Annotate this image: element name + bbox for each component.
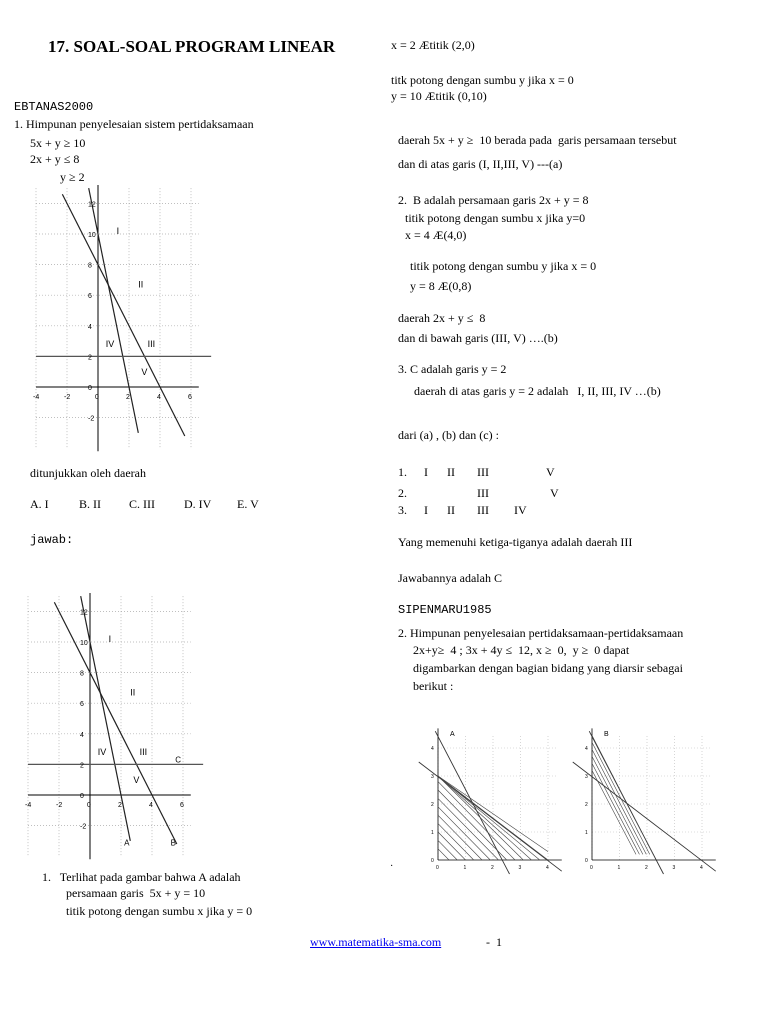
inequality-3: y ≥ 2 — [60, 170, 85, 184]
right-line-15: dari (a) , (b) dan (c) : — [398, 428, 499, 442]
region-label: I — [116, 226, 120, 236]
question-1-text: 1. Himpunan penyelesaian sistem pertidaksamaan — [14, 117, 254, 131]
list-item-3-b: II — [447, 503, 455, 517]
hatch-line — [438, 776, 532, 860]
right-line-6: 2. B adalah persamaan garis 2x + y = 8 — [398, 193, 589, 207]
x-tick-label: 3 — [518, 865, 522, 871]
region-label: II — [138, 279, 144, 290]
x-tick-label: 2 — [126, 394, 130, 401]
x-tick-label: 4 — [700, 865, 703, 871]
right-line-3: y = 10 Ætitik (0,10) — [391, 89, 487, 103]
question-2-line-2: 2x+y≥ 4 ; 3x + 4y ≤ 12, x ≥ 0, y ≥ 0 dapat — [413, 643, 630, 657]
x-tick-label: 1 — [463, 865, 467, 871]
x-tick-label: 2 — [491, 865, 494, 871]
x-tick-label: 0 — [436, 865, 439, 871]
question-2-line-1: 2. Himpunan penyelesaian pertidaksamaan-pertidaksamaan — [398, 626, 684, 640]
y-tick-label: 0 — [80, 793, 84, 800]
x-tick-label: 0 — [95, 394, 99, 401]
y-tick-label: -2 — [80, 823, 87, 831]
right-line-13: 3. C adalah garis y = 2 — [398, 362, 507, 376]
hatch-line — [592, 763, 639, 854]
x-tick-label: -2 — [64, 394, 71, 401]
stray-dot: · — [390, 861, 394, 872]
y-tick-label: 4 — [431, 746, 434, 752]
x-tick-label: 3 — [672, 865, 676, 871]
x-tick-label: 2 — [645, 865, 648, 871]
inequality-2: 2x + y ≤ 8 — [30, 152, 80, 166]
source-label-2: SIPENMARU1985 — [398, 603, 492, 617]
hatch-line — [438, 798, 499, 860]
region-label: IV — [97, 747, 107, 758]
right-line-7: titik potong dengan sumbu x jika y=0 — [405, 211, 586, 225]
option-b-graph — [570, 726, 715, 876]
option-a: A. I — [30, 497, 49, 511]
x-tick-label: -4 — [33, 394, 40, 401]
list-item-1-c: III — [477, 465, 489, 479]
region-label: III — [139, 747, 148, 758]
x-tick-label: 6 — [180, 802, 184, 809]
y-tick-label: 3 — [585, 774, 588, 780]
inequality-1: 5x + y ≥ 10 — [30, 136, 86, 150]
solution-1-line-3: titik potong dengan sumbu x jika y = 0 — [66, 904, 253, 918]
option-d: D. IV — [184, 497, 212, 511]
graph-option-label: B — [604, 731, 609, 738]
source-label: EBTANAS2000 — [14, 100, 94, 114]
x-tick-label: 6 — [188, 394, 192, 401]
list-item-1-b: II — [447, 465, 455, 479]
graph-option-label: A — [450, 731, 455, 738]
y-tick-label: 0 — [88, 385, 92, 392]
region-label: III — [147, 339, 156, 350]
right-line-9: titik potong dengan sumbu y jika x = 0 — [410, 259, 597, 273]
x-tick-label: 4 — [157, 394, 161, 401]
region-label: IV — [105, 339, 115, 350]
y-tick-label: 0 — [431, 858, 434, 864]
line-label-c: C — [175, 755, 182, 765]
x-tick-label: 0 — [590, 865, 593, 871]
hatch-line — [592, 735, 653, 854]
list-item-1-d: V — [546, 465, 555, 479]
x-tick-label: 1 — [617, 865, 621, 871]
question-2-line-4: berikut : — [413, 679, 454, 693]
option-a-graph — [418, 726, 568, 876]
y-tick-label: 6 — [88, 293, 92, 301]
page-number: - 1 — [486, 935, 502, 949]
x-tick-label: -4 — [25, 802, 32, 809]
x-tick-label: 4 — [546, 865, 549, 871]
list-item-2-c: III — [477, 486, 489, 500]
list-item-1-a: I — [424, 465, 428, 479]
option-c: C. III — [129, 497, 155, 511]
x-tick-label: 0 — [87, 802, 91, 809]
right-line-11: daerah 2x + y ≤ 8 — [398, 311, 486, 325]
right-line-4: daerah 5x + y ≥ 10 berada pada garis persamaan tersebut — [398, 133, 677, 147]
hatch-line — [592, 756, 643, 854]
list-item-2-d: V — [550, 486, 559, 500]
y-tick-label: 10 — [88, 232, 96, 239]
y-tick-label: 2 — [80, 762, 84, 770]
y-tick-label: 2 — [88, 354, 92, 362]
region-label: I — [108, 634, 112, 644]
y-tick-label: 12 — [80, 609, 88, 617]
list-item-2-num: 2. — [398, 486, 407, 500]
list-item-3-a: I — [424, 503, 428, 517]
y-tick-label: 4 — [80, 731, 84, 739]
region-label: V — [141, 366, 148, 377]
right-line-12: dan di bawah garis (III, V) ….(b) — [398, 331, 558, 345]
y-tick-label: 12 — [88, 201, 96, 209]
x-tick-label: 2 — [118, 802, 122, 809]
region-label: II — [130, 687, 136, 698]
line-3x-4y-12 — [573, 762, 716, 871]
right-line-10: y = 8 Æ(0,8) — [410, 279, 472, 293]
hatch-line — [592, 742, 650, 854]
line-b — [54, 602, 176, 844]
y-tick-label: 8 — [88, 262, 92, 270]
shown-by-text: ditunjukkan oleh daerah — [30, 466, 146, 480]
y-tick-label: 4 — [585, 746, 588, 752]
y-tick-label: 2 — [431, 802, 434, 808]
hatch-line — [438, 840, 457, 860]
x-tick-label: 4 — [149, 802, 153, 809]
list-item-1-num: 1. — [398, 465, 407, 479]
list-item-3-d: IV — [514, 503, 527, 517]
y-tick-label: 1 — [431, 830, 434, 836]
y-tick-label: 0 — [585, 858, 588, 864]
right-line-1: x = 2 Ætitik (2,0) — [391, 38, 475, 52]
option-e: E. V — [237, 497, 259, 511]
y-tick-label: 6 — [80, 701, 84, 709]
answer-text: Jawabannya adalah C — [398, 571, 502, 585]
y-tick-label: 8 — [80, 670, 84, 678]
hatch-line — [438, 790, 507, 860]
y-tick-label: 10 — [80, 640, 88, 647]
right-line-14: daerah di atas garis y = 2 adalah I, II, III, IV …(b) — [414, 384, 661, 398]
hatch-line — [592, 749, 646, 854]
y-tick-label: 1 — [585, 830, 588, 836]
question-1-graph — [30, 185, 220, 455]
question-2-line-3: digambarkan dengan bagian bidang yang diarsir sebagai — [413, 661, 683, 675]
conclusion-text: Yang memenuhi ketiga-tiganya adalah daerah III — [398, 535, 633, 549]
y-tick-label: 3 — [431, 774, 434, 780]
list-item-3-num: 3. — [398, 503, 407, 517]
answer-graph — [25, 562, 218, 852]
line-label-a: A — [124, 838, 130, 848]
hatch-line — [438, 849, 449, 860]
y-tick-label: -2 — [88, 415, 95, 423]
hatch-line — [592, 770, 636, 854]
list-item-3-c: III — [477, 503, 489, 517]
right-line-8: x = 4 Æ(4,0) — [405, 228, 467, 242]
y-tick-label: 4 — [88, 323, 92, 331]
solution-1-line-2: persamaan garis 5x + y = 10 — [66, 886, 206, 900]
line-b — [62, 194, 184, 436]
right-line-5: dan di atas garis (I, II,III, V) ---(a) — [398, 157, 563, 171]
x-tick-label: -2 — [56, 802, 63, 809]
y-tick-label: 2 — [585, 802, 588, 808]
hatch-line — [438, 832, 466, 860]
hatch-line — [438, 815, 482, 860]
page-title: 17. SOAL-SOAL PROGRAM LINEAR — [48, 37, 336, 56]
answer-label: jawab: — [30, 533, 74, 547]
line-label-b: B — [170, 838, 176, 848]
solution-1-line-1: 1. Terlihat pada gambar bahwa A adalah — [42, 870, 241, 884]
right-line-2: titk potong dengan sumbu y jika x = 0 — [391, 73, 574, 87]
footer-link[interactable]: www.matematika-sma.com — [310, 935, 442, 949]
option-b: B. II — [79, 497, 101, 511]
hatch-line — [438, 807, 490, 860]
hatch-line — [438, 776, 523, 860]
region-label: V — [133, 774, 140, 785]
